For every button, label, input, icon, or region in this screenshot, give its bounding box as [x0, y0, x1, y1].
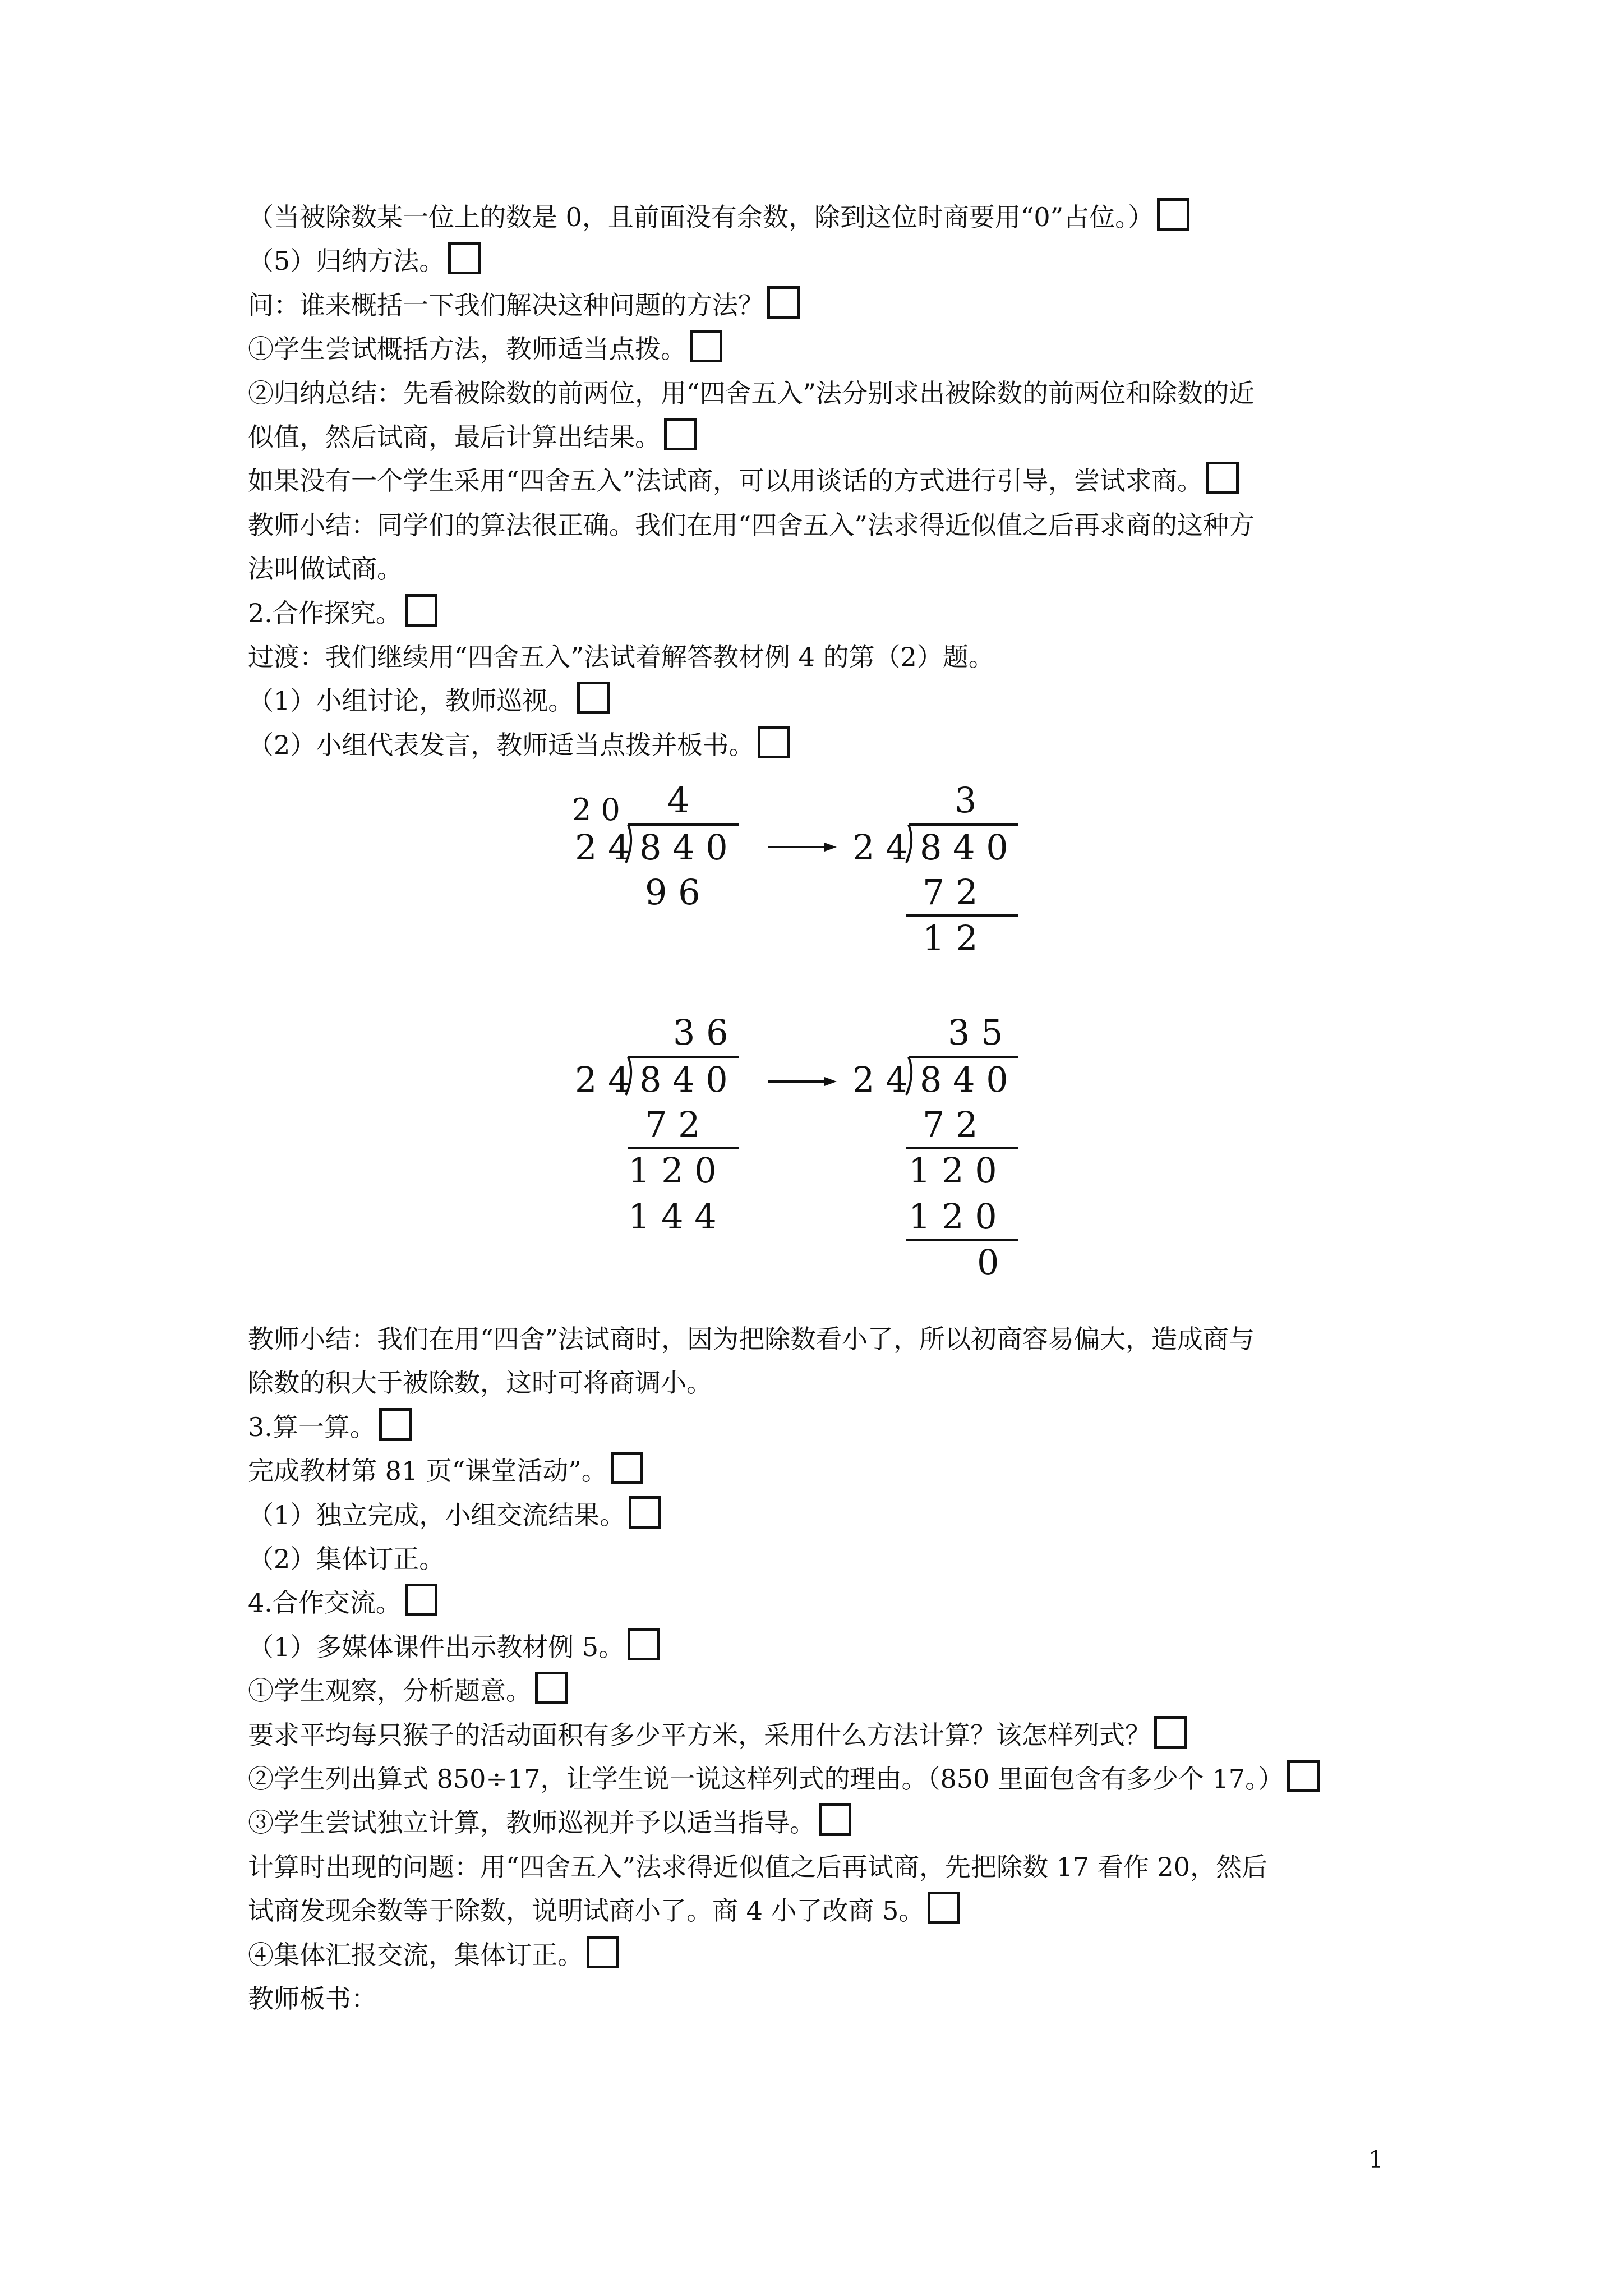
- line-text: （当被除数某一位上的数是 0，且前面没有余数，除到这位时商要用“0”占位。）: [248, 202, 1154, 232]
- line-text: 完成教材第 81 页“课堂活动”。: [248, 1456, 607, 1487]
- line-text: 教师板书：: [248, 1984, 377, 2014]
- dividend: 8 4 0: [920, 1059, 1008, 1100]
- line-text: ①学生尝试概括方法，教师适当点拨。: [248, 334, 686, 365]
- line-text: 要求平均每只猴子的活动面积有多少平方米，采用什么方法计算？该怎样列式？: [248, 1719, 1151, 1750]
- partial-dividend-row: 1 2 0: [628, 1150, 717, 1191]
- line-text: （2）小组代表发言，教师适当点拨并板书。: [248, 729, 755, 760]
- line-text: 2.合作探究。: [248, 597, 402, 628]
- line-text: 如果没有一个学生采用“四舍五入”法试商，可以用谈话的方式进行引导，尝试求商。: [248, 466, 1204, 496]
- line-text: 3.算一算。: [248, 1411, 376, 1442]
- line-text: ①学生观察，分析题意。: [248, 1676, 532, 1706]
- line-text: 过渡：我们继续用“四舍五入”法试着解答教材例 4 的第（2）题。: [248, 642, 994, 672]
- line-text: ②归纳总结：先看被除数的前两位，用“四舍五入”法分别求出被除数的前两位和除数的近: [248, 378, 1255, 408]
- dividend: 8 4 0: [639, 1059, 728, 1100]
- divisor: 2 4: [575, 1059, 630, 1100]
- line-text: （1）独立完成，小组交流结果。: [248, 1499, 626, 1530]
- division-1: [572, 780, 739, 913]
- line-text: 问：谁来概括一下我们解决这种问题的方法？: [248, 289, 764, 320]
- line-text: 4.合作交流。: [248, 1588, 402, 1618]
- remainder-row: 1 2: [923, 918, 978, 959]
- line-text: ②学生列出算式 850÷17，让学生说一说这样列式的理由。（850 里面包含有多少个 17。）: [248, 1764, 1284, 1794]
- line-text: ③学生尝试独立计算，教师巡视并予以适当指导。: [248, 1807, 815, 1838]
- division-3: [575, 1012, 739, 1237]
- line-text: （2）集体订正。: [248, 1544, 445, 1574]
- quotient: 3: [955, 780, 977, 821]
- quotient: 3 5: [948, 1012, 1003, 1053]
- dividend: 8 4 0: [639, 827, 728, 868]
- remainder-row: 0: [977, 1242, 999, 1283]
- division-4: [852, 1012, 1018, 1283]
- faint-trial-digits: 2 0: [572, 792, 620, 827]
- product-row: 7 2: [923, 1104, 978, 1145]
- line-text: 试商发现余数等于除数，说明试商小了。商 4 小了改商 5。: [248, 1895, 925, 1926]
- line-text: （1）小组讨论，教师巡视。: [248, 685, 574, 716]
- partial-dividend-row: 1 2 0: [909, 1150, 997, 1191]
- product-row: 1 4 4: [628, 1196, 717, 1237]
- arrow-right-icon: [768, 843, 837, 852]
- product-row: 7 2: [645, 1104, 700, 1145]
- line-text: ④集体汇报交流，集体订正。: [248, 1939, 583, 1970]
- line-text: 教师小结：我们在用“四舍”法试商时，因为把除数看小了，所以初商容易偏大，造成商与: [248, 1324, 1255, 1354]
- divisor: 2 4: [575, 827, 630, 868]
- product-row: 7 2: [923, 872, 978, 913]
- page-number: 1: [1368, 2146, 1384, 2173]
- line-text: 法叫做试商。: [248, 554, 403, 585]
- divisor: 2 4: [852, 827, 908, 868]
- quotient: 3 6: [673, 1012, 728, 1053]
- line-text: 计算时出现的问题：用“四舍五入”法求得近似值之后再试商，先把除数 17 看作 20，然后: [248, 1851, 1267, 1882]
- line-text: （1）多媒体课件出示教材例 5。: [248, 1631, 625, 1662]
- divisor: 2 4: [852, 1059, 908, 1100]
- dividend: 8 4 0: [920, 827, 1008, 868]
- product-row: 1 2 0: [909, 1196, 997, 1237]
- line-text: 似值，然后试商，最后计算出结果。: [248, 422, 661, 452]
- product-row: 9 6: [645, 872, 700, 913]
- line-text: 教师小结：同学们的算法很正确。我们在用“四舍五入”法求得近似值之后再求商的这种方: [248, 509, 1255, 540]
- division-2: [852, 780, 1018, 959]
- line-text: （5）归纳方法。: [248, 246, 445, 277]
- line-text: 除数的积大于被除数，这时可将商调小。: [248, 1368, 712, 1398]
- quotient: 4: [667, 780, 690, 821]
- arrow-right-icon: [768, 1077, 837, 1086]
